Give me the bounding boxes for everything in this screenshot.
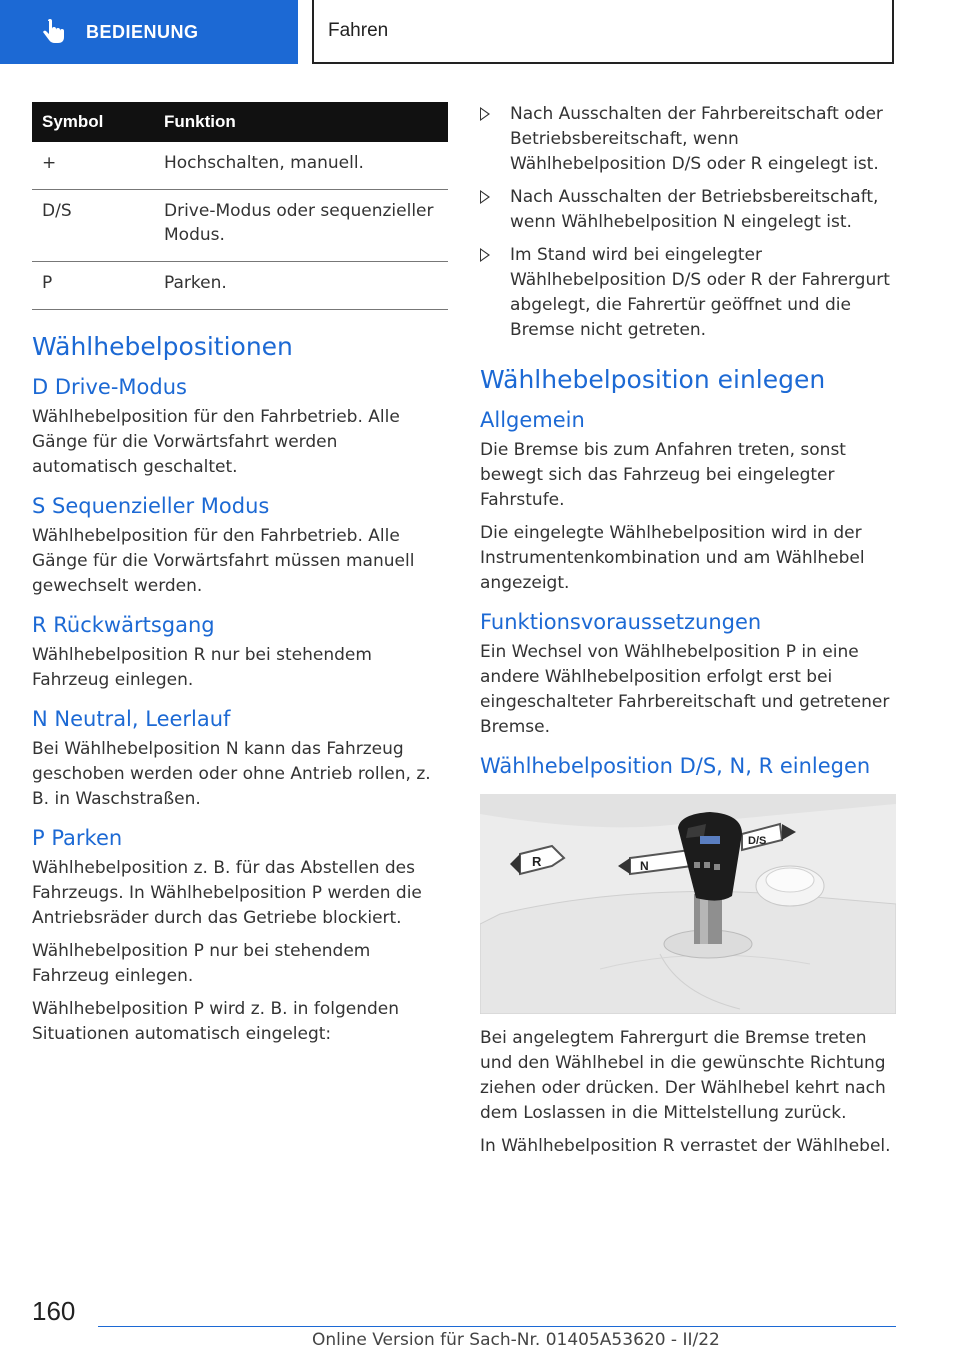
list-item bbox=[480, 102, 896, 177]
gear-selector-drawing bbox=[480, 794, 896, 1014]
text-neutral: Bei Wählhebelposition N kann das Fahrzeug geschoben werden oder ohne Antrieb rollen, z. B. in Waschstraßen. bbox=[32, 739, 431, 809]
chapter-tab-label: Fahren bbox=[328, 20, 389, 41]
table-header-funktion: Funktion bbox=[154, 102, 448, 142]
heading-rueckwaertsgang: R Rückwärtsgang bbox=[32, 613, 215, 637]
text-parken-3: Wählhebelposition P wird z. B. in folgenden Situationen automatisch eingelegt: bbox=[32, 999, 400, 1044]
right-column bbox=[480, 102, 896, 1159]
table-header-symbol: Symbol bbox=[32, 102, 154, 142]
list-item bbox=[480, 243, 896, 343]
symbol-function-table bbox=[32, 102, 448, 310]
page-number: 160 bbox=[32, 1296, 76, 1326]
list-item bbox=[480, 185, 896, 235]
heading-sequenzieller-modus: S Sequenzieller Modus bbox=[32, 494, 270, 518]
heading-parken: P Parken bbox=[32, 826, 123, 850]
table-cell-function: Drive-Modus oder sequenzieller Modus. bbox=[154, 190, 448, 262]
heading-waehlhebelposition-einlegen: Wählhebelposition einlegen bbox=[480, 365, 826, 394]
figure-label-ds: D/S bbox=[748, 835, 767, 847]
heading-neutral: N Neutral, Leerlauf bbox=[32, 707, 231, 731]
footer-divider bbox=[98, 1326, 896, 1327]
text-drive-modus: Wählhebelposition für den Fahrbetrieb. Alle Gänge für die Vorwärtsfahrt werden automatisch geschaltet. bbox=[32, 407, 400, 477]
triangle-bullet-icon bbox=[480, 248, 490, 262]
gear-selector-illustration bbox=[480, 794, 896, 1014]
triangle-bullet-icon bbox=[480, 190, 490, 204]
heading-waehlhebelpositionen: Wählhebelpositionen bbox=[32, 332, 293, 361]
table-row bbox=[32, 190, 448, 262]
list-item-text: Im Stand wird bei eingelegter Wählhebelposition D/S oder R der Fahrergurt abgelegt, die Fahrertür geöffnet und die Bremse nicht getreten. bbox=[510, 245, 890, 340]
heading-funktionsvoraussetzungen: Funktionsvoraussetzungen bbox=[480, 610, 762, 634]
left-column bbox=[32, 102, 448, 1047]
text-allgemein-1: Die Bremse bis zum Anfahren treten, sonst bewegt sich das Fahrzeug bei eingelegter Fahrstufe. bbox=[480, 440, 846, 510]
text-allgemein-2: Die eingelegte Wählhebelposition wird in der Instrumentenkombination und am Wählhebel angezeigt. bbox=[480, 523, 865, 593]
chapter-tab-fahren[interactable] bbox=[312, 0, 894, 64]
table-cell-symbol: P bbox=[32, 262, 154, 310]
text-sequenzieller-modus: Wählhebelposition für den Fahrbetrieb. Alle Gänge für die Vorwärtsfahrt müssen manuell gewechselt werden. bbox=[32, 526, 415, 596]
table-cell-function: Hochschalten, manuell. bbox=[154, 142, 448, 190]
text-parken-2: Wählhebelposition P nur bei stehendem Fahrzeug einlegen. bbox=[32, 941, 371, 986]
table-cell-symbol: + bbox=[32, 142, 154, 190]
text-parken-1: Wählhebelposition z. B. für das Abstellen des Fahrzeugs. In Wählhebelposition P werden die Antriebsräder durch das Getriebe blockiert. bbox=[32, 858, 422, 928]
hand-pointer-icon bbox=[40, 18, 68, 46]
section-tab-bedienung[interactable] bbox=[0, 0, 298, 64]
text-funktionsvoraussetzungen: Ein Wechsel von Wählhebelposition P in eine andere Wählhebelposition erfolgt erst bei eingeschalteter Fahrbereitschaft und getretener Bremse. bbox=[480, 642, 890, 737]
list-item-text: Nach Ausschalten der Betriebsbereitschaft, wenn Wählhebelposition N eingelegt ist. bbox=[510, 187, 879, 232]
heading-drive-modus: D Drive-Modus bbox=[32, 375, 187, 399]
table-cell-symbol: D/S bbox=[32, 190, 154, 262]
text-rueckwaertsgang-verrasten: In Wählhebelposition R verrastet der Wählhebel. bbox=[480, 1136, 891, 1156]
table-row bbox=[32, 142, 448, 190]
triangle-bullet-icon bbox=[480, 107, 490, 121]
section-tab-label: BEDIENUNG bbox=[86, 21, 199, 42]
table-header-row bbox=[32, 102, 448, 142]
table-row bbox=[32, 262, 448, 310]
figure-label-n: N bbox=[640, 859, 649, 873]
text-rueckwaertsgang: Wählhebelposition R nur bei stehendem Fahrzeug einlegen. bbox=[32, 645, 372, 690]
auto-park-conditions-list bbox=[480, 102, 896, 343]
heading-allgemein: Allgemein bbox=[480, 408, 585, 432]
figure-label-r: R bbox=[532, 854, 542, 869]
list-item-text: Nach Ausschalten der Fahrbereitschaft oder Betriebsbereitschaft, wenn Wählhebelposition D/S oder R eingelegt ist. bbox=[510, 104, 883, 174]
text-einlegen-anleitung: Bei angelegtem Fahrergurt die Bremse treten und den Wählhebel in die gewünschte Richtung ziehen oder drücken. Der Wählhebel kehrt nach dem Loslassen in die Mittelstellung zurück. bbox=[480, 1028, 886, 1123]
footer-online-version: Online Version für Sach-Nr. 01405A53620 - II/22 bbox=[312, 1330, 720, 1350]
table-cell-function: Parken. bbox=[154, 262, 448, 310]
heading-dsnr-einlegen: Wählhebelposition D/S, N, R einlegen bbox=[480, 754, 871, 778]
